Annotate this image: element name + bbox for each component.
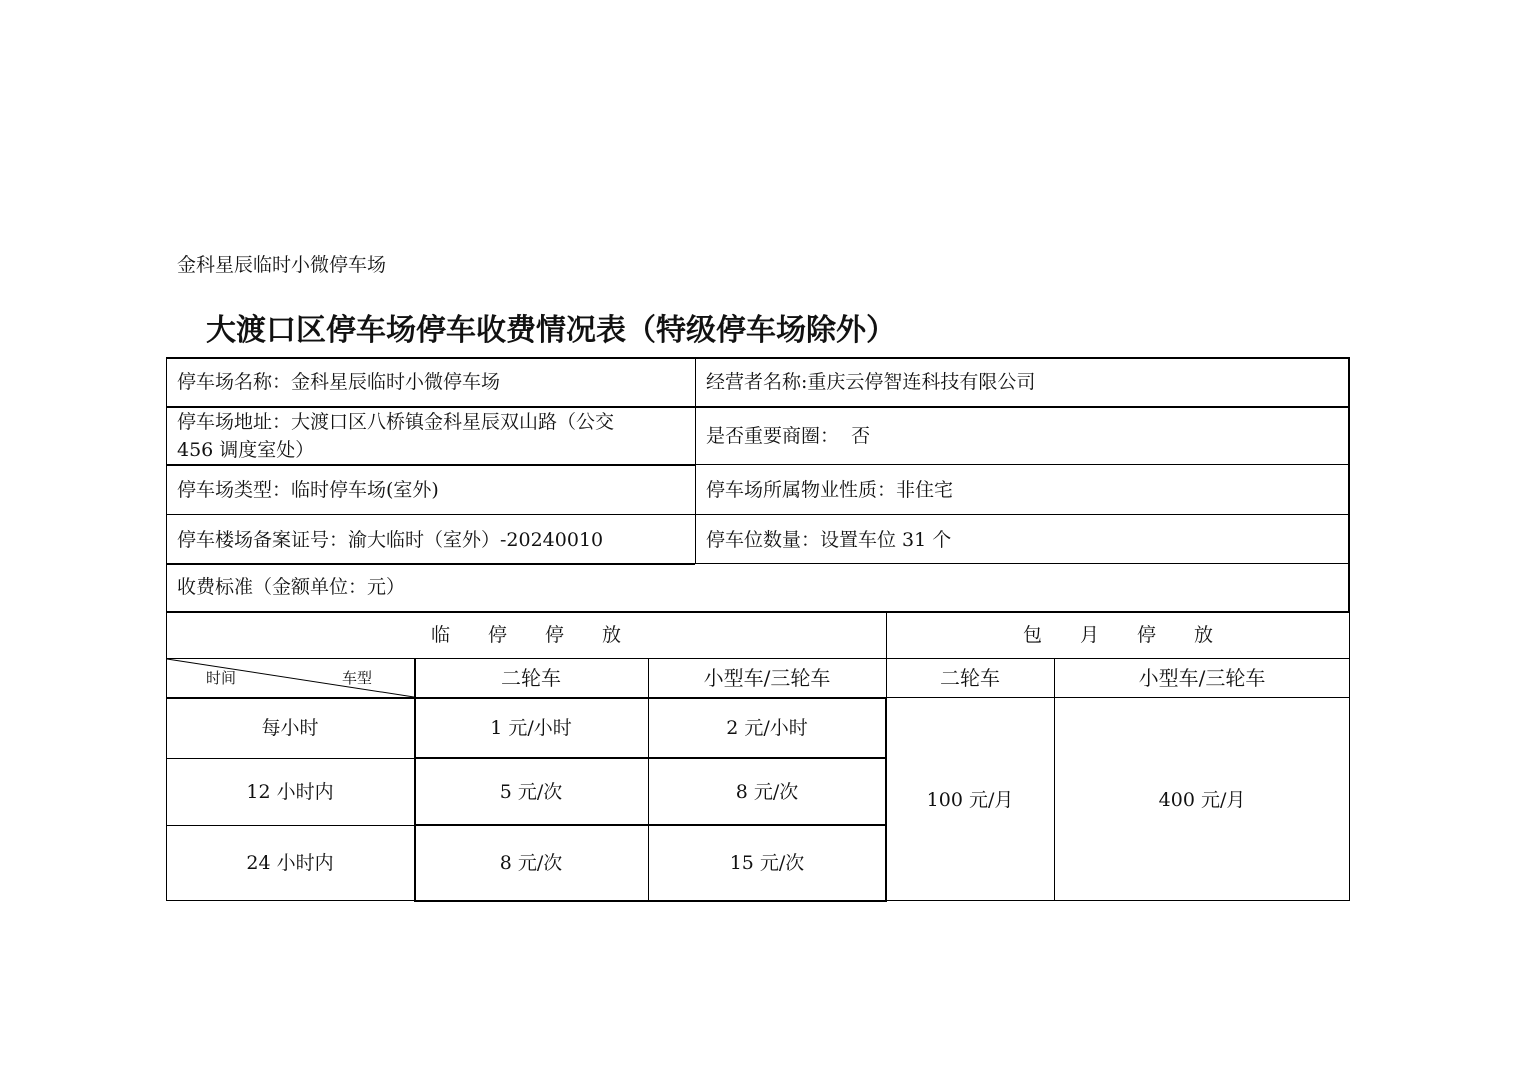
diagonal-time-label: 时间 [206,669,237,687]
row-divider [166,611,1350,613]
lot-type-field: 停车场类型：临时停车场(室外) [177,479,439,501]
fee-small-hourly: 2 元/小时 [726,717,808,739]
fee-two-wheel-12h: 5 元/次 [499,781,563,803]
fee-two-wheel-hourly: 1 元/小时 [490,717,572,739]
row-divider [695,563,1350,564]
row-divider [166,514,1350,515]
address-field-line1: 停车场地址：大渡口区八桥镇金科星辰双山路（公交 [177,411,615,433]
fee-standard-label: 收费标准（金额单位：元） [177,576,406,598]
row-divider [414,697,886,699]
row-period-hourly: 每小时 [261,717,319,739]
row-divider [166,406,1350,408]
fee-monthly-small-vehicle: 400 元/月 [1158,789,1246,811]
address-field-line2: 456 调度室处） [177,439,315,461]
col-divider [1054,658,1055,901]
lot-name-field: 停车场名称：金科星辰临时小微停车场 [177,371,501,393]
col-header-two-wheel: 二轮车 [501,666,561,690]
table-border-top [166,357,1350,359]
row-divider [695,464,1350,465]
table-border-right [1348,357,1350,613]
col-header-monthly-two-wheel: 二轮车 [940,666,1000,690]
lot-name-heading: 金科星辰临时小微停车场 [177,254,387,276]
table-border-right [1349,613,1350,901]
diagonal-header-line [166,658,414,698]
monthly-parking-header: 包 月 停 放 [1022,624,1213,646]
business-district-field: 是否重要商圈： 否 [706,425,871,447]
page-title: 大渡口区停车场停车收费情况表（特级停车场除外） [206,313,896,348]
fee-monthly-two-wheel: 100 元/月 [926,789,1014,811]
col-header-small-vehicle: 小型车/三轮车 [703,666,831,690]
row-divider [414,757,886,759]
temp-parking-header: 临 停 停 放 [430,624,621,646]
row-divider [166,563,695,565]
table-border-bottom [414,900,886,902]
fee-small-12h: 8 元/次 [735,781,799,803]
row-period-12h: 12 小时内 [246,781,334,803]
fee-two-wheel-24h: 8 元/次 [499,852,563,874]
fee-small-24h: 15 元/次 [729,852,805,874]
space-count-field: 停车位数量：设置车位 31 个 [706,529,952,551]
operator-field: 经营者名称:重庆云停智连科技有限公司 [706,371,1036,393]
col-divider [695,357,696,563]
filing-number-field: 停车楼场备案证号：渝大临时（室外）-20240010 [177,529,604,551]
col-header-monthly-small-vehicle: 小型车/三轮车 [1138,666,1266,690]
property-nature-field: 停车场所属物业性质：非住宅 [706,479,954,501]
row-period-24h: 24 小时内 [246,852,334,874]
fee-table [166,357,1350,902]
row-divider [166,464,695,466]
diagonal-vehicle-type-label: 车型 [342,669,373,687]
row-divider [414,824,886,826]
